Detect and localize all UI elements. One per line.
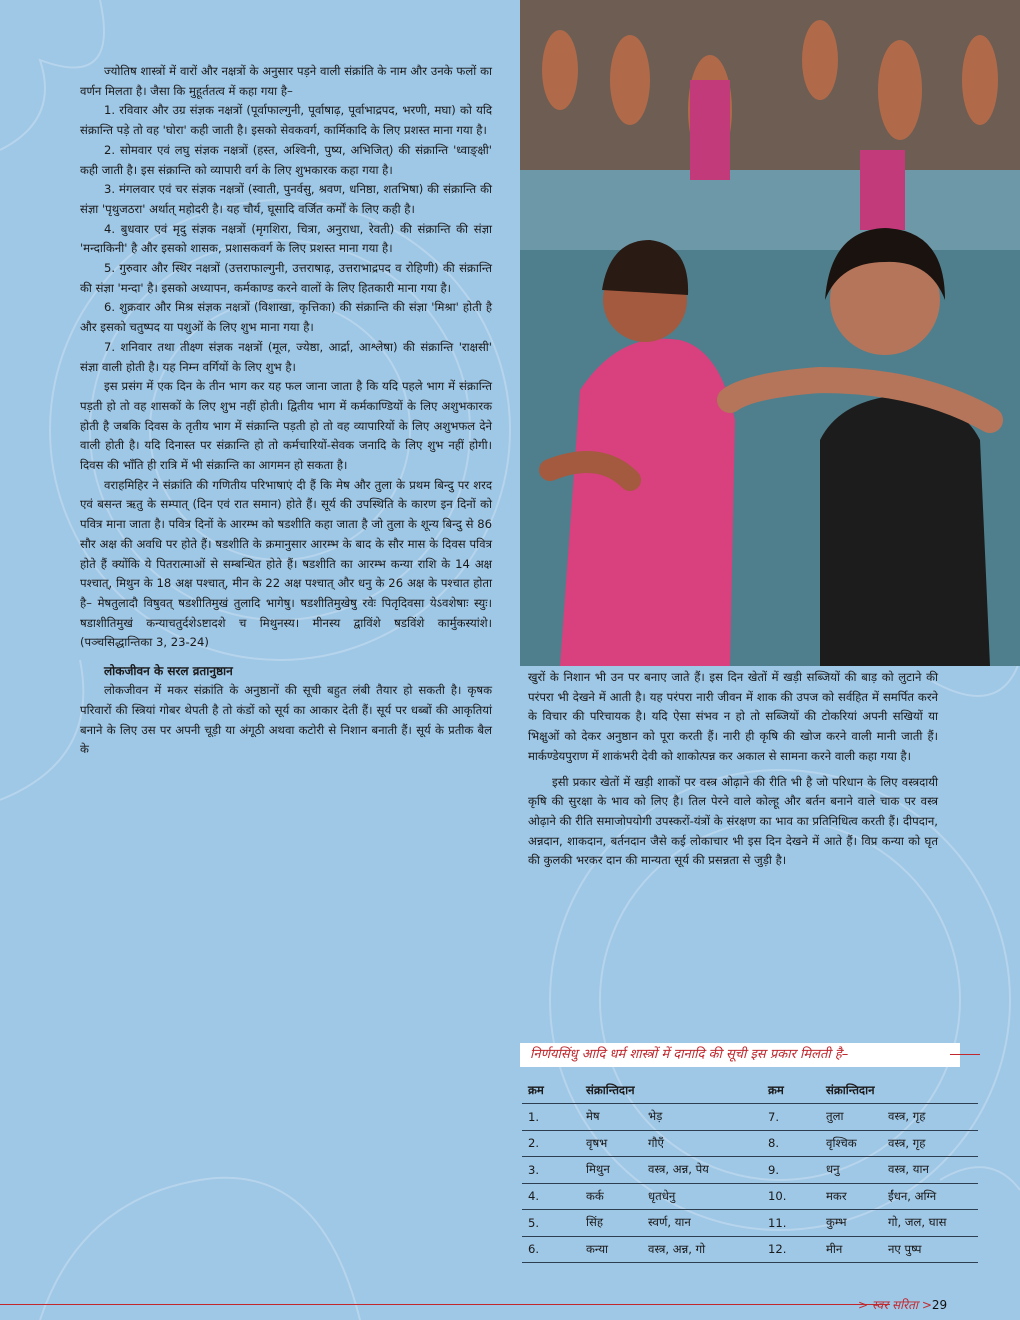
table-row xyxy=(522,1130,978,1157)
cell-num: 5. xyxy=(522,1210,580,1237)
list-item: 3. मंगलवार एवं चर संज्ञक नक्षत्रों (स्वाती, पुनर्वसु, श्रवण, धनिष्ठा, शतभिषा) की संक्रान्ति की संज्ञा 'पृथुजठरा' अर्थात् महोदरी है। यह चौर्य, घूसादि वर्जित कर्मों के लिए कही है। xyxy=(80,182,492,216)
cell-daan: वस्त्र, अन्न, गो xyxy=(642,1236,762,1263)
cell-rashi: तुला xyxy=(820,1104,882,1131)
chevron-right-icon: > xyxy=(858,1298,869,1312)
col-header-sankrantidaan: संक्रान्तिदान xyxy=(826,1082,875,1097)
cell-num: 7. xyxy=(762,1104,820,1131)
cell-num: 12. xyxy=(762,1236,820,1263)
photo-women-bathing xyxy=(520,0,1020,666)
body-paragraph: वराहमिहिर ने संक्रांति की गणितीय परिभाषाएं दी हैं कि मेष और तुला के प्रथम बिन्दु पर शरद एवं बसन्त ऋतु के सम्पात् (दिन एवं रात समान) होते हैं। सूर्य की उपस्थिति के कारण इन दिनों को पवित्र माना जाता है। पवित्र दिनों के आरम्भ को षडशीति कहा जाता है जो तुला के शून्य बिन्दु से 86 सौर अक्ष की अवधि पर होते हैं। षडशीति के क्रमानुसार आरम्भ के बाद के सौर मास के दिवस पवित्र होते हैं क्योंकि ये पितरात्माओं से सम्बन्धित होते हैं। षडशीति का आरम्भ कन्या राशि के 14 अक्ष पश्चात्, मिथुन के 18 अक्ष पश्चात्, मीन के 22 अक्ष पश्चात् और धनु के 26 अक्ष के पश्चात होता है– मेषतुलादौ विषुवत् षडशीतिमुखं तुलादि भागेषु। षडशीतिमुखेषु रवेः पितृदिवसा येऽवशेषाः स्युः। षडाशीतिमुखं कन्याचतुर्दशेऽष्टादशे च मिथुनस्य। मीनस्य द्वाविंशे षडविंशे कार्मुकस्यांशे। (पञ्चसिद्धान्तिका 3, 23-24) xyxy=(80,477,492,650)
cell-daan: ईंधन, अग्नि xyxy=(882,1183,978,1210)
cell-rashi: मकर xyxy=(820,1183,882,1210)
cell-daan: नए पुष्प xyxy=(882,1236,978,1263)
title-rule xyxy=(950,1054,980,1055)
list-item: 5. गुरुवार और स्थिर नक्षत्रों (उत्तराफाल्गुनी, उत्तराषाढ़, उत्तराभाद्रपद व रोहिणी) की संक्रान्ति की संज्ञा 'मन्दा' है। इसको अध्यापन, कर्मकाण्ड करने वालों के लिए हितकारी माना गया है। xyxy=(80,261,492,295)
chevron-right-icon: > xyxy=(921,1298,932,1312)
cell-daan: वस्त्र, गृह xyxy=(882,1104,978,1131)
footer-rule xyxy=(0,1304,890,1305)
body-paragraph: खुरों के निशान भी उन पर बनाए जाते हैं। इस दिन खेतों में खड़ी सब्जियों की बाड़ को लुटाने की परंपरा भी देखने में आती है। यह परंपरा नारी जीवन में शाक की उपज को सर्वहित में समर्पित करने के विचार की परिचायक है। यदि ऐसा संभव न हो तो सब्जियों की टोकरियां अपनी सखियों या भिक्षुओं को देकर अनुष्ठान को पूरा करती हैं। नारी ही कृषि की खोज करने वाली मानी जाती हैं। मार्कण्डेयपुराण में शाकंभरी देवी को शाकोत्पन्न कर अकाल से सामना करने वाली कहा गया है। xyxy=(528,670,938,763)
left-column xyxy=(80,62,492,760)
cell-rashi: कुम्भ xyxy=(820,1210,882,1237)
body-paragraph: इस प्रसंग में एक दिन के तीन भाग कर यह फल जाना जाता है कि यदि पहले भाग में संक्रान्ति पड़ती हो तो वह शासकों के लिए शुभ नहीं होती। द्वितीय भाग में कर्मकाण्डियों के लिए अशुभकारक होती है जबकि दिवस के तृतीय भाग में संक्रान्ति पड़ती हो तो वह व्यापारियों के लिए अशुभफल देने वाली होती है। यदि दिनास्त पर संक्रान्ति हो तो कर्मचारियों-सेवक जनादि के लिए शुभ नहीं होगी। दिवस की भाँति ही रात्रि में भी संक्रान्ति का आगमन हो सकता है। xyxy=(80,379,492,473)
cell-daan: गौएँ xyxy=(642,1130,762,1157)
cell-num: 11. xyxy=(762,1210,820,1237)
cell-num: 6. xyxy=(522,1236,580,1263)
col-header-sankrantidaan: संक्रान्तिदान xyxy=(586,1082,635,1097)
table-row xyxy=(522,1157,978,1184)
cell-num: 1. xyxy=(522,1104,580,1131)
table-row xyxy=(522,1183,978,1210)
bathing-scene-illustration xyxy=(520,0,1020,666)
body-paragraph: इसी प्रकार खेतों में खड़ी शाकों पर वस्त्र ओढ़ाने की रीति भी है जो परिधान के लिए वस्त्रदायी कृषि की सुरक्षा के भाव को लिए है। तिल पेरने वाले कोल्हू और बर्तन बनाने वाले चाक पर वस्त्र ओढ़ाने की रीति समाजोपयोगी उपस्करों-यंत्रों के संरक्षण का भाव का प्रतिनिधित्व करती हैं। दीपदान, अन्नदान, शाकदान, बर्तनदान जैसे कई लोकाचार भी इस दिन देखने में आते हैं। विप्र कन्या को घृत की कुलकी भरकर दान की मान्यता सूर्य की प्रसन्नता से जुड़ी है। xyxy=(528,774,938,868)
cell-daan: स्वर्ण, यान xyxy=(642,1210,762,1237)
cell-daan: भेड़ xyxy=(642,1104,762,1131)
section-heading: लोकजीवन के सरल व्रतानुष्ठान xyxy=(104,664,233,679)
right-column xyxy=(528,668,938,871)
table-row xyxy=(522,1236,978,1263)
cell-num: 3. xyxy=(522,1157,580,1184)
list-item: 2. सोमवार एवं लघु संज्ञक नक्षत्रों (हस्त, अश्विनी, पुष्य, अभिजित्) की संक्रान्ति 'ध्वाङ्क्षी' कही जाती है। इस संक्रान्ति को व्यापारी वर्ग के लिए शुभकारक कहा गया है। xyxy=(80,142,492,177)
cell-rashi: मेष xyxy=(580,1104,642,1131)
magazine-name: स्वर सरिता xyxy=(871,1298,919,1312)
table-header-row xyxy=(522,1077,978,1104)
table-title-text: निर्णयसिंधु आदि धर्म शास्त्रों में दानादि की सूची इस प्रकार मिलती है– xyxy=(530,1047,849,1062)
list-item: 1. रविवार और उग्र संज्ञक नक्षत्रों (पूर्वाफाल्गुनी, पूर्वाषाढ़, पूर्वाभाद्रपद, भरणी, मघा) को यदि संक्रान्ति पड़े तो वह 'घोरा' कही जाती है। इसको सेवकवर्ग, कार्मिकादि के लिए प्रशस्त माना गया है। xyxy=(80,103,492,138)
cell-num: 8. xyxy=(762,1130,820,1157)
cell-daan: गो, जल, घास xyxy=(882,1210,978,1237)
cell-num: 2. xyxy=(522,1130,580,1157)
cell-daan: वस्त्र, गृह xyxy=(882,1130,978,1157)
list-item: 6. शुक्रवार और मिश्र संज्ञक नक्षत्रों (विशाखा, कृत्तिका) की संक्रान्ति की संज्ञा 'मिश्रा' होती है और इसको चतुष्पद या पशुओं के लिए शुभ माना गया है। xyxy=(80,300,492,335)
cell-num: 9. xyxy=(762,1157,820,1184)
cell-rashi: मीन xyxy=(820,1236,882,1263)
cell-rashi: वृषभ xyxy=(580,1130,642,1157)
cell-rashi: धनु xyxy=(820,1157,882,1184)
cell-daan: वस्त्र, यान xyxy=(882,1157,978,1184)
table-row xyxy=(522,1104,978,1131)
col-header-kram: क्रम xyxy=(528,1082,544,1097)
cell-rashi: सिंह xyxy=(580,1210,642,1237)
intro-paragraph: ज्योतिष शास्त्रों में वारों और नक्षत्रों के अनुसार पड़ने वाली संक्रांति के नाम और उनके फलों का वर्णन मिलता है। जैसा कि मुहूर्ततत्व में कहा गया है– xyxy=(80,64,492,98)
table-row xyxy=(522,1210,978,1237)
col-header-kram: क्रम xyxy=(768,1082,784,1097)
daan-table xyxy=(522,1077,978,1263)
cell-rashi: कर्क xyxy=(580,1183,642,1210)
cell-daan: वस्त्र, अन्न, पेय xyxy=(642,1157,762,1184)
cell-rashi: वृश्चिक xyxy=(820,1130,882,1157)
cell-num: 4. xyxy=(522,1183,580,1210)
list-item: 7. शनिवार तथा तीक्ष्ण संज्ञक नक्षत्रों (मूल, ज्येष्ठा, आर्द्रा, आश्लेषा) की संक्रान्ति 'राक्षसी' संज्ञा वाली होती है। यह निम्न वर्गियों के लिए शुभ है। xyxy=(80,339,492,374)
page-footer xyxy=(858,1296,947,1313)
list-item: 4. बुधवार एवं मृदु संज्ञक नक्षत्रों (मृगशिरा, चित्रा, अनुराधा, रेवती) की संक्रान्ति की संज्ञा 'मन्दाकिनी' है और इसको शासक, प्रशासकवर्ग के लिए प्रशस्त माना गया है। xyxy=(80,221,492,256)
page-number: 29 xyxy=(931,1298,948,1312)
cell-daan: धृतधेनु xyxy=(642,1183,762,1210)
body-paragraph: लोकजीवन में मकर संक्रांति के अनुष्ठानों की सूची बहुत लंबी तैयार हो सकती है। कृषक परिवारों की स्त्रियां गोबर थेपती है तो कंडों को सूर्य का आकार देती हैं। सूर्य पर धब्बों की आकृतियां बनाने के लिए उस पर अपनी चूड़ी या अंगूठी अथवा कटोरी से निशान बनाती हैं। सूर्य के प्रतीक बैल के xyxy=(80,683,492,757)
cell-rashi: मिथुन xyxy=(580,1157,642,1184)
cell-num: 10. xyxy=(762,1183,820,1210)
table-title xyxy=(520,1043,960,1067)
cell-rashi: कन्या xyxy=(580,1236,642,1263)
